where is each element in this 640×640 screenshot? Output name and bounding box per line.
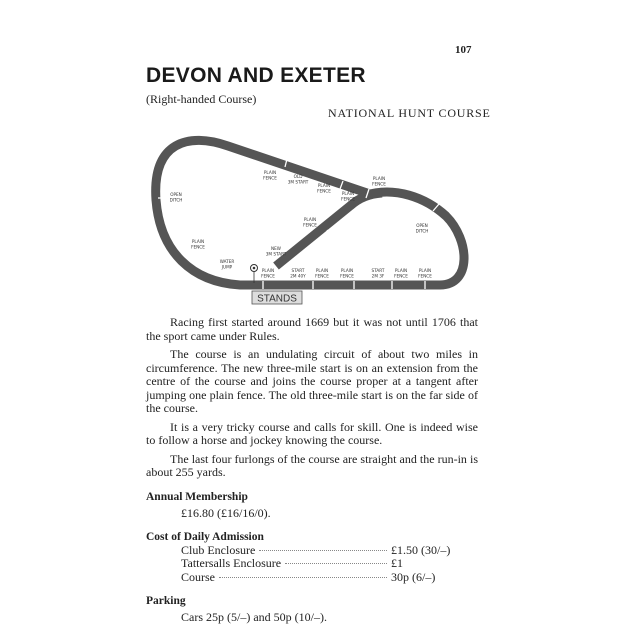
map-label-plain-fence-b4: FENCE bbox=[394, 273, 408, 279]
map-label-plain-fence-spur: FENCE bbox=[303, 222, 317, 228]
course-type: NATIONAL HUNT COURSE bbox=[328, 106, 491, 120]
map-label-open-ditch-right: OPEN bbox=[416, 223, 428, 228]
paragraph: The last four furlongs of the course are straight and the run-in is about 255 yards. bbox=[146, 451, 478, 479]
paragraph: Racing first started around 1669 but it was not until 1706 that the sport came under Rules. bbox=[146, 315, 478, 343]
map-label-plain-fence-left: FENCE bbox=[191, 244, 205, 250]
subtitle: (Right-handed Course) bbox=[146, 92, 257, 106]
course-map bbox=[0, 0, 640, 310]
map-label-plain-fence-top: PLAIN bbox=[263, 170, 277, 175]
stands-label: STANDS bbox=[257, 293, 297, 305]
map-label-new-start: 3M START bbox=[265, 251, 287, 257]
paragraph: It is a very tricky course and calls for skill. One is indeed wise to follow a horse and jockey knowing the course. bbox=[146, 419, 478, 447]
parking-heading: Parking bbox=[146, 595, 186, 607]
map-label-plain-fence-top2: FENCE bbox=[317, 188, 331, 194]
admission-price: £1.50 (30/–) bbox=[391, 542, 451, 557]
parking-value: Cars 25p (5/–) and 50p (10/–). bbox=[181, 610, 327, 624]
membership-value: £16.80 (£16/16/0). bbox=[181, 505, 271, 520]
admission-row bbox=[181, 557, 471, 571]
map-label-plain-fence-b1: PLAIN bbox=[261, 268, 275, 273]
map-label-plain-fence-top2: PLAIN bbox=[317, 183, 331, 188]
map-label-open-ditch-left: OPEN bbox=[170, 192, 182, 197]
map-label-plain-fence-b3: FENCE bbox=[340, 273, 354, 279]
map-label-open-ditch-left: DITCH bbox=[169, 197, 183, 203]
map-label-plain-fence-b5: PLAIN bbox=[418, 268, 432, 273]
map-label-start-2m3f: 2M 3F bbox=[371, 273, 385, 279]
map-label-plain-fence-b4: PLAIN bbox=[394, 268, 408, 273]
map-label-plain-fence-top3: FENCE bbox=[341, 196, 355, 202]
membership-heading: Annual Membership bbox=[146, 490, 248, 503]
map-label-plain-fence-b3: PLAIN bbox=[340, 268, 354, 273]
page-title: DEVON AND EXETER bbox=[146, 64, 366, 87]
admission-row bbox=[181, 571, 471, 585]
map-label-plain-fence-b2: PLAIN bbox=[315, 268, 329, 273]
page-number: 107 bbox=[455, 44, 472, 56]
text-content bbox=[146, 316, 478, 624]
map-label-water-jump: JUMP bbox=[221, 264, 233, 270]
map-label-plain-fence-far: PLAIN bbox=[372, 176, 386, 181]
map-label-new-start: NEW bbox=[271, 246, 281, 251]
admission-label: Club Enclosure bbox=[181, 542, 256, 557]
admission-heading: Cost of Daily Admission bbox=[146, 530, 264, 543]
admission-row bbox=[181, 544, 471, 558]
map-label-plain-fence-top: FENCE bbox=[263, 175, 277, 181]
map-label-water-jump: WATER bbox=[219, 259, 235, 264]
map-label-old-start: 3M START bbox=[287, 179, 309, 185]
map-label-plain-fence-far: FENCE bbox=[372, 181, 386, 187]
map-label-open-ditch-right: DITCH bbox=[415, 228, 429, 234]
body-text bbox=[146, 316, 478, 480]
paragraph: The course is an undulating circuit of about two miles in circumference. The new three-mile start is on an extension from the centre of the course and joins the course proper at a tangent after jumping one plain fence. The old three-mile start is on the far side of the course. bbox=[146, 347, 478, 415]
map-label-plain-fence-left: PLAIN bbox=[191, 239, 205, 244]
map-label-plain-fence-top3: PLAIN bbox=[341, 191, 355, 196]
admission-price: 30p (6/–) bbox=[391, 569, 436, 584]
map-label-plain-fence-b2: FENCE bbox=[315, 273, 329, 279]
track bbox=[156, 140, 464, 289]
map-label-plain-fence-b1: FENCE bbox=[261, 273, 275, 279]
map-label-plain-fence-b5: FENCE bbox=[418, 273, 432, 279]
admission-label: Course bbox=[181, 569, 215, 584]
map-label-old-start: OLD bbox=[293, 174, 303, 179]
map-label-start-2m40: 2M 40Y bbox=[290, 273, 306, 279]
admission-label: Tattersalls Enclosure bbox=[181, 556, 282, 570]
admission-price: £1 bbox=[391, 556, 403, 570]
map-label-plain-fence-spur: PLAIN bbox=[303, 217, 317, 222]
map-label-start-2m40: START bbox=[291, 268, 305, 273]
map-label-start-2m3f: START bbox=[371, 268, 385, 273]
